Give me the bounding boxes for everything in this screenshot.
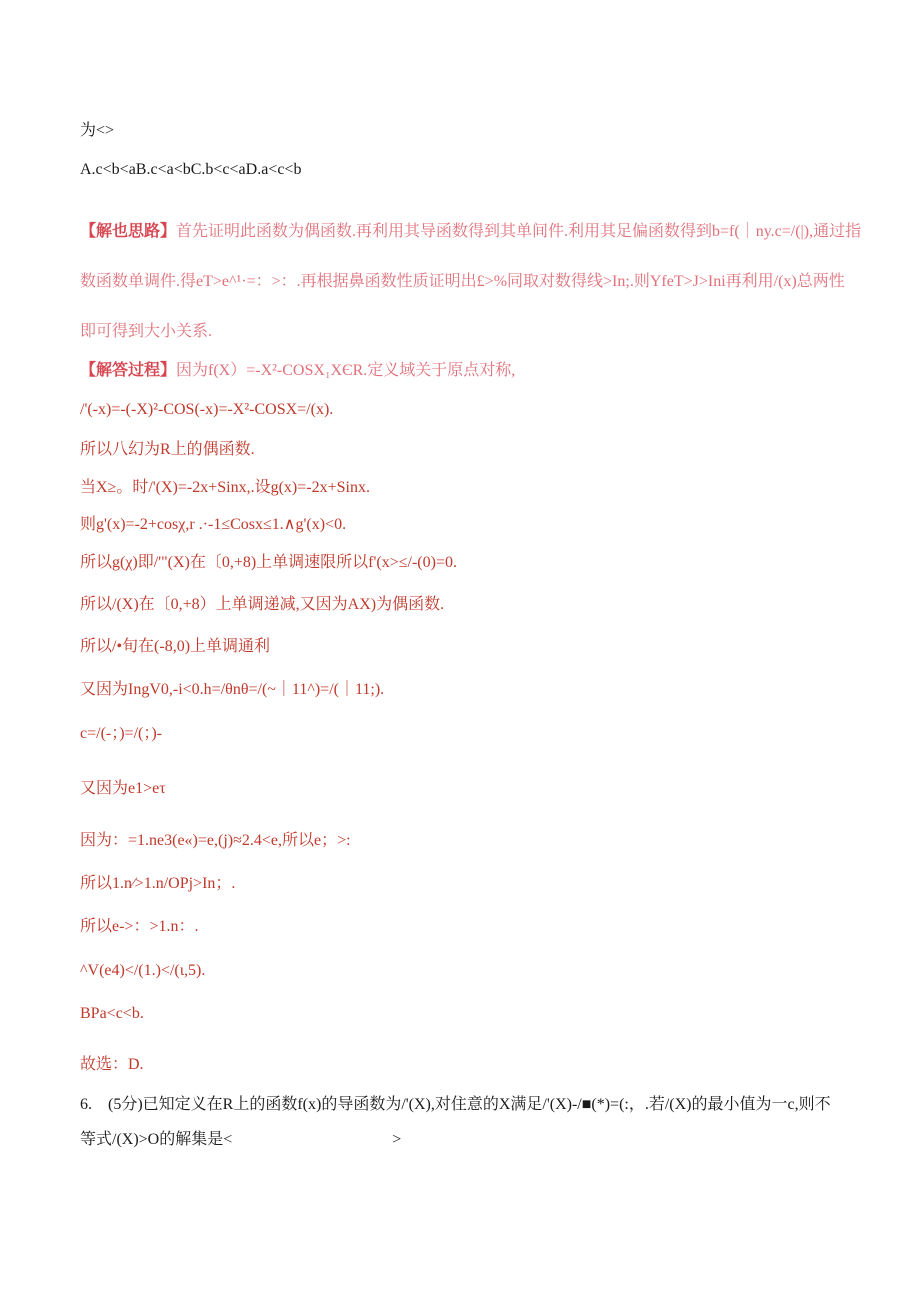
solution-line-13: 所以1.n∕>1.n/OPj>In；. <box>80 875 236 892</box>
solution-line-9: 又因为IngV0,-i<0.h=/θnθ=/(~｜11^)=/(｜11;). <box>80 681 385 698</box>
analysis-label: 【解也思路】 <box>80 223 177 240</box>
solution-line-4: 当X≥。时/'(X)=-2x+Sinx,.设g(x)=-2x+Sinx. <box>80 479 370 496</box>
solution-line-2: /'(-x)=-(-X)²-COS(-x)=-X²-COSX=/(x). <box>80 401 334 418</box>
solution-line-11: 又因为e1>eτ <box>80 780 166 797</box>
solution-line-6: 所以g(χ)即/'"(X)在〔0,+8)上单调速限所以f'(x>≤/-(0)=0. <box>80 554 457 571</box>
next-question-line-1: 6. (5分)已知定义在R上的函数f(x)的导函数为/'(X),对住意的X满足/'(X)-/■(*)=(:，.若/(X)的最小值为一c,则不 <box>80 1096 831 1113</box>
solution-line-17: 故选：D. <box>80 1056 144 1073</box>
solution-text-1: 因为f(X）=-X²-COSX₁XЄR.定义域关于原点对称, <box>176 362 516 379</box>
solution-line-15: ^V(e4)</(1.)</(ι,5). <box>80 962 206 979</box>
solution-line-1 <box>80 361 515 381</box>
solution-line-5: 则g'(x)=-2+cosχ,r .·-1≤Cosx≤1.∧g'(x)<0. <box>80 516 347 533</box>
analysis-line-3: 即可得到大小关系. <box>80 323 213 340</box>
solution-line-3: 所以八幻为R上的偶函数. <box>80 441 255 458</box>
analysis-line-1 <box>80 222 861 242</box>
solution-line-14: 所以e->：>1.n：. <box>80 918 199 935</box>
solution-line-12: 因为：=1.ne3(e«)=e,(j)≈2.4<e,所以e；>: <box>80 832 351 849</box>
next-question-line-2: 等式/(X)>O的解集是< > <box>80 1131 402 1148</box>
solution-line-7: 所以/(X)在〔0,+8）上单调递减,又因为AX)为偶函数. <box>80 596 445 613</box>
question-prompt-end: 为<> <box>80 122 115 139</box>
analysis-line-2: 数函数单调件.得eT>e^¹·=：>：.再根据鼻函数性质证明出£>%同取对数得线>In;.则YfeT>J>Ini再利用/(x)总两性 <box>80 273 845 290</box>
solution-label: 【解答过程】 <box>80 362 177 379</box>
answer-options: A.c<b<aB.c<a<bC.b<c<aD.a<c<b <box>80 161 302 178</box>
solution-line-16: BPa<c<b. <box>80 1005 144 1022</box>
solution-line-8: 所以/•旬在(-8,0)上单调通利 <box>80 638 271 655</box>
analysis-text-1: 首先证明此函数为偶函数.再利用其导函数得到其单间件.利用其足偏函数得到b=f(｜ny.c=/(|),通过指 <box>176 223 862 240</box>
solution-line-10: c=/(-；)=/(；)- <box>80 725 163 742</box>
